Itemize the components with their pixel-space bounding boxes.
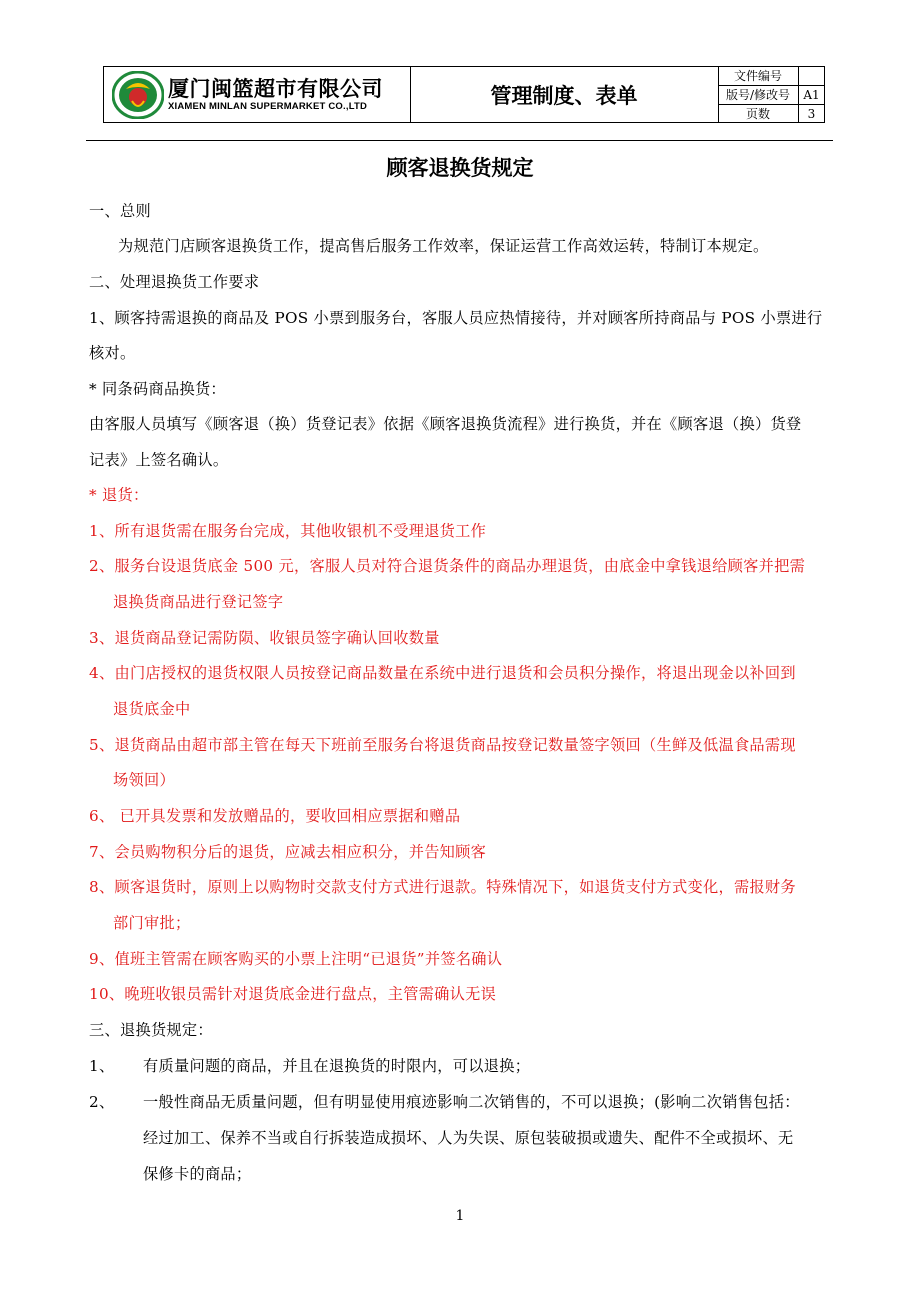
exchange-text-line-1: 由客服人员填写《顾客退（换）货登记表》依据《顾客退换货流程》进行换货，并在《顾客退（换）货登 [89, 415, 802, 433]
doc-type-label: 管理制度、表单 [410, 67, 719, 122]
meta-key: 版号/修改号 [718, 86, 799, 104]
page-number: 1 [455, 1208, 465, 1224]
exchange-text-line-2: 记表》上签名确认。 [89, 451, 229, 469]
rule-1-number: 1、 [89, 1057, 115, 1075]
return-rule-3: 3、退货商品登记需防陨、收银员签字确认回收数量 [89, 629, 440, 647]
return-rule-2-line-1: 2、服务台设退货底金 500 元，客服人员对符合退货条件的商品办理退货，由底金中拿钱退给顾客并把需 [89, 557, 806, 575]
return-rule-8-line-2: 部门审批； [113, 914, 191, 932]
rule-2-line-2: 经过加工、保养不当或自行拆装造成损坏、人为失误、原包装破损或遗失、配件不全或损坏、无 [143, 1129, 794, 1147]
document-header [103, 66, 825, 123]
return-rule-5-line-1: 5、退货商品由超市部主管在每天下班前至服务台将退货商品按登记数量签字领回（生鲜及低温食品需现 [89, 736, 796, 754]
section-heading-requirements: 二、处理退换货工作要求 [89, 273, 260, 291]
return-rule-9: 9、值班主管需在顾客购买的小票上注明“已退货”并签名确认 [89, 950, 503, 968]
return-rule-6: 6、 已开具发票和发放赠品的，要收回相应票据和赠品 [89, 807, 461, 825]
req-item-1-line-2: 核对。 [89, 344, 136, 362]
return-rule-4-line-1: 4、由门店授权的退货权限人员按登记商品数量在系统中进行退货和会员积分操作，将退出现金以补回到 [89, 664, 796, 682]
section-heading-general: 一、总则 [89, 202, 151, 220]
meta-row-version [718, 86, 824, 105]
rule-2-line-1: 一般性商品无质量问题，但有明显使用痕迹影响二次销售的，不可以退换；(影响二次销售包括： [143, 1093, 800, 1111]
rule-2-number: 2、 [89, 1093, 115, 1111]
return-rule-1: 1、所有退货需在服务台完成，其他收银机不受理退货工作 [89, 522, 487, 540]
meta-row-pages [718, 105, 824, 123]
logo-cell [104, 67, 411, 122]
meta-value [799, 67, 824, 85]
meta-row-file-no [718, 67, 824, 86]
meta-value: A1 [803, 88, 820, 102]
header-divider [86, 140, 833, 141]
exchange-heading: * 同条码商品换货： [89, 380, 226, 398]
return-rule-10: 10、晚班收银员需针对退货底金进行盘点，主管需确认无误 [89, 985, 497, 1003]
company-name-en: XIAMEN MINLAN SUPERMARKET CO.,LTD [168, 101, 368, 112]
rule-2-line-3: 保修卡的商品； [143, 1165, 252, 1183]
return-rule-4-line-2: 退货底金中 [113, 700, 191, 718]
return-heading: * 退货： [89, 486, 149, 504]
document-title: 顾客退换货规定 [386, 155, 534, 180]
section-heading-rules: 三、退换货规定： [89, 1021, 213, 1039]
return-rule-5-line-2: 场领回） [113, 771, 175, 789]
req-item-1-line-1: 1、顾客持需退换的商品及 POS 小票到服务台，客服人员应热情接待，并对顾客所持商品与 POS 小票进行 [89, 309, 823, 327]
paragraph-purpose: 为规范门店顾客退换货工作，提高售后服务工作效率，保证运营工作高效运转，特制订本规定。 [118, 237, 769, 255]
meta-table [718, 67, 824, 123]
return-rule-8-line-1: 8、顾客退货时，原则上以购物时交款支付方式进行退款。特殊情况下，如退货支付方式变化，需报财务 [89, 878, 796, 896]
meta-key: 页数 [718, 105, 799, 123]
return-rule-7: 7、会员购物积分后的退货，应减去相应积分，并告知顾客 [89, 843, 487, 861]
return-rule-2-line-2: 退换货商品进行登记签字 [113, 593, 284, 611]
company-logo-icon [112, 71, 164, 119]
meta-value: 3 [807, 107, 816, 121]
company-name-cn: 厦门闽篮超市有限公司 [168, 77, 383, 101]
rule-1-text: 有质量问题的商品，并且在退换货的时限内，可以退换； [143, 1057, 531, 1075]
meta-key: 文件编号 [718, 67, 799, 85]
